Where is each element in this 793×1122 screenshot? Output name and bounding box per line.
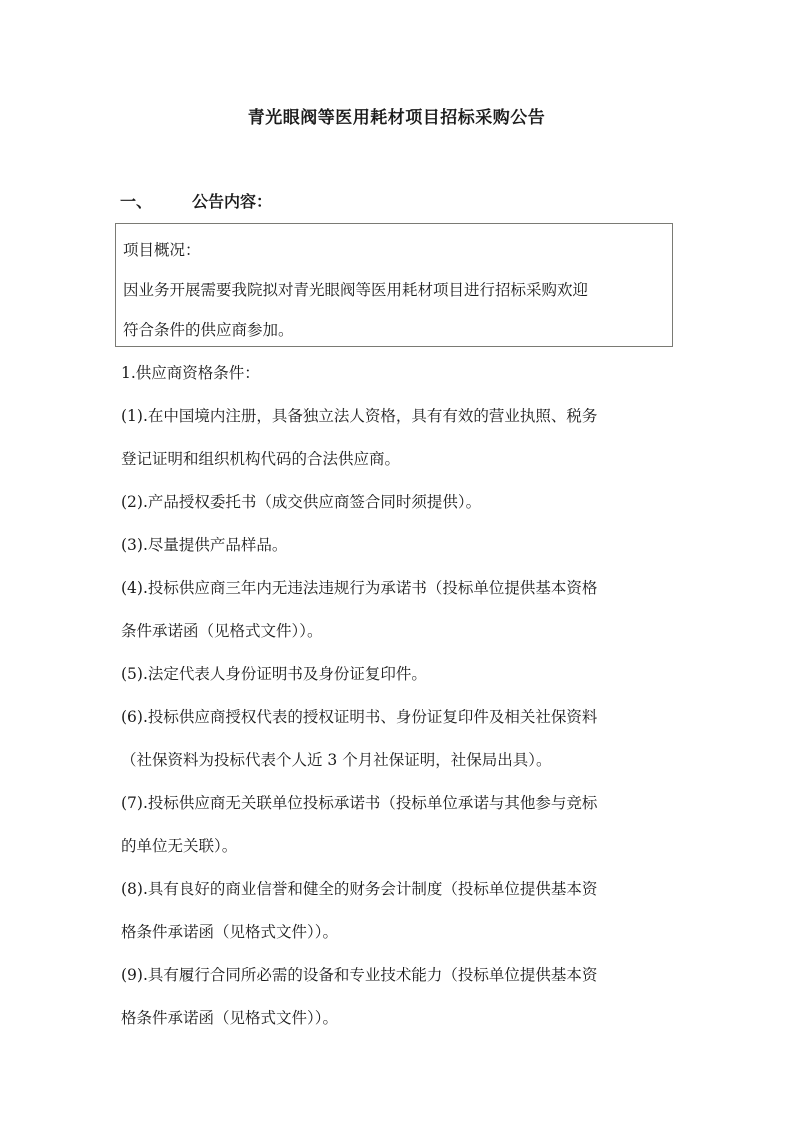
overview-text-line: 符合条件的供应商参加。 <box>123 321 294 339</box>
requirement-line: 条件承诺函（见格式文件））。 <box>121 622 323 640</box>
requirement-line: (7).投标供应商无关联单位投标承诺书（投标单位承诺与其他参与竞标 <box>121 794 598 812</box>
requirement-line: 格条件承诺函（见格式文件））。 <box>121 1009 339 1027</box>
requirement-line: (9).具有履行合同所必需的设备和专业技术能力（投标单位提供基本资 <box>121 966 598 984</box>
supplier-requirements <box>121 352 677 1040</box>
requirement-line: (4).投标供应商三年内无违法违规行为承诺书（投标单位提供基本资格 <box>121 579 598 597</box>
overview-text-line: 因业务开展需要我院拟对青光眼阀等医用耗材项目进行招标采购欢迎 <box>123 281 589 299</box>
overview-heading: 项目概况： <box>123 241 201 259</box>
document-title: 青光眼阀等医用耗材项目招标采购公告 <box>247 108 546 128</box>
requirements-heading: 1.供应商资格条件： <box>121 364 260 382</box>
project-overview-box <box>115 223 673 347</box>
requirement-line: (5).法定代表人身份证明书及身份证复印件。 <box>121 665 427 683</box>
requirement-line: (1).在中国境内注册，具备独立法人资格，具有有效的营业执照、税务 <box>121 407 598 425</box>
requirement-line: 格条件承诺函（见格式文件））。 <box>121 923 339 941</box>
requirement-line: (2).产品授权委托书（成交供应商签合同时须提供）。 <box>121 493 482 511</box>
section-number: 一、 <box>120 192 153 211</box>
section-label: 公告内容： <box>192 192 273 211</box>
requirement-line: (3).尽量提供产品样品。 <box>121 536 288 554</box>
section-heading <box>120 188 680 216</box>
requirement-line: (8).具有良好的商业信誉和健全的财务会计制度（投标单位提供基本资 <box>121 880 598 898</box>
requirement-line: 登记证明和组织机构代码的合法供应商。 <box>121 450 401 468</box>
requirement-line: 的单位无关联）。 <box>121 837 238 855</box>
requirement-line: (6).投标供应商授权代表的授权证明书、身份证复印件及相关社保资料 <box>121 708 598 726</box>
requirement-line: （社保资料为投标代表个人近 3 个月社保证明，社保局出具）。 <box>121 751 552 769</box>
